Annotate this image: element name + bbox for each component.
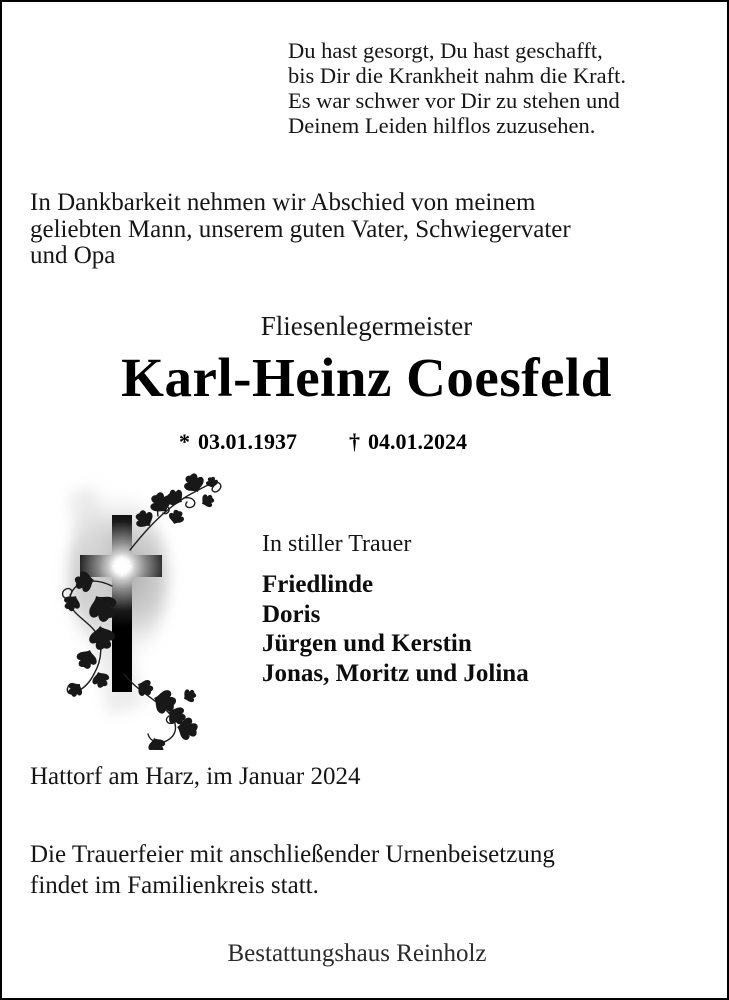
- mourner: Jürgen und Kerstin: [262, 630, 472, 657]
- born-symbol: *: [179, 429, 190, 454]
- intro-line: In Dankbarkeit nehmen wir Abschied von meinem: [30, 189, 536, 216]
- funeral-info: [30, 839, 555, 901]
- farewell-intro: [30, 190, 571, 270]
- funeral-info-line: findet im Familienkreis statt.: [30, 872, 319, 899]
- death-date: [349, 429, 467, 454]
- funeral-info-line: Die Trauerfeier mit anschließender Urnenbeisetzung: [30, 841, 555, 868]
- intro-line: geliebten Mann, unserem guten Vater, Schwiegervater: [30, 215, 571, 243]
- mourning-intro: In stiller Trauer: [262, 531, 412, 557]
- died-cross-symbol: †: [349, 429, 360, 454]
- deceased-name: Karl-Heinz Coesfeld: [121, 347, 612, 408]
- verse-line: Deinem Leiden hilflos zuzusehen.: [288, 113, 596, 138]
- cross-ivy-graphic: [50, 468, 222, 750]
- profession-title: Fliesenlegermeister: [260, 311, 473, 341]
- death-date-value: 04.01.2024: [368, 429, 467, 454]
- life-dates: [179, 429, 467, 455]
- mourner: Friedlinde: [262, 571, 374, 598]
- funeral-home-name: Bestattungshaus Reinholz: [227, 940, 487, 967]
- birth-date-value: 03.01.1937: [198, 429, 297, 454]
- birth-date: [179, 429, 297, 454]
- verse-line: bis Dir die Krankheit nahm die Kraft.: [288, 63, 627, 88]
- memorial-verse: [288, 38, 626, 138]
- mourner: Jonas, Moritz und Jolina: [262, 659, 529, 687]
- verse-line: Es war schwer vor Dir zu stehen und: [288, 88, 620, 113]
- place-and-date: Hattorf am Harz, im Januar 2024: [30, 763, 361, 790]
- mourner: Doris: [262, 600, 321, 628]
- intro-line: und Opa: [30, 242, 116, 269]
- mourners-list: [262, 570, 529, 688]
- verse-line: Du hast gesorgt, Du hast geschafft,: [288, 38, 603, 63]
- cross-icon: [50, 468, 222, 750]
